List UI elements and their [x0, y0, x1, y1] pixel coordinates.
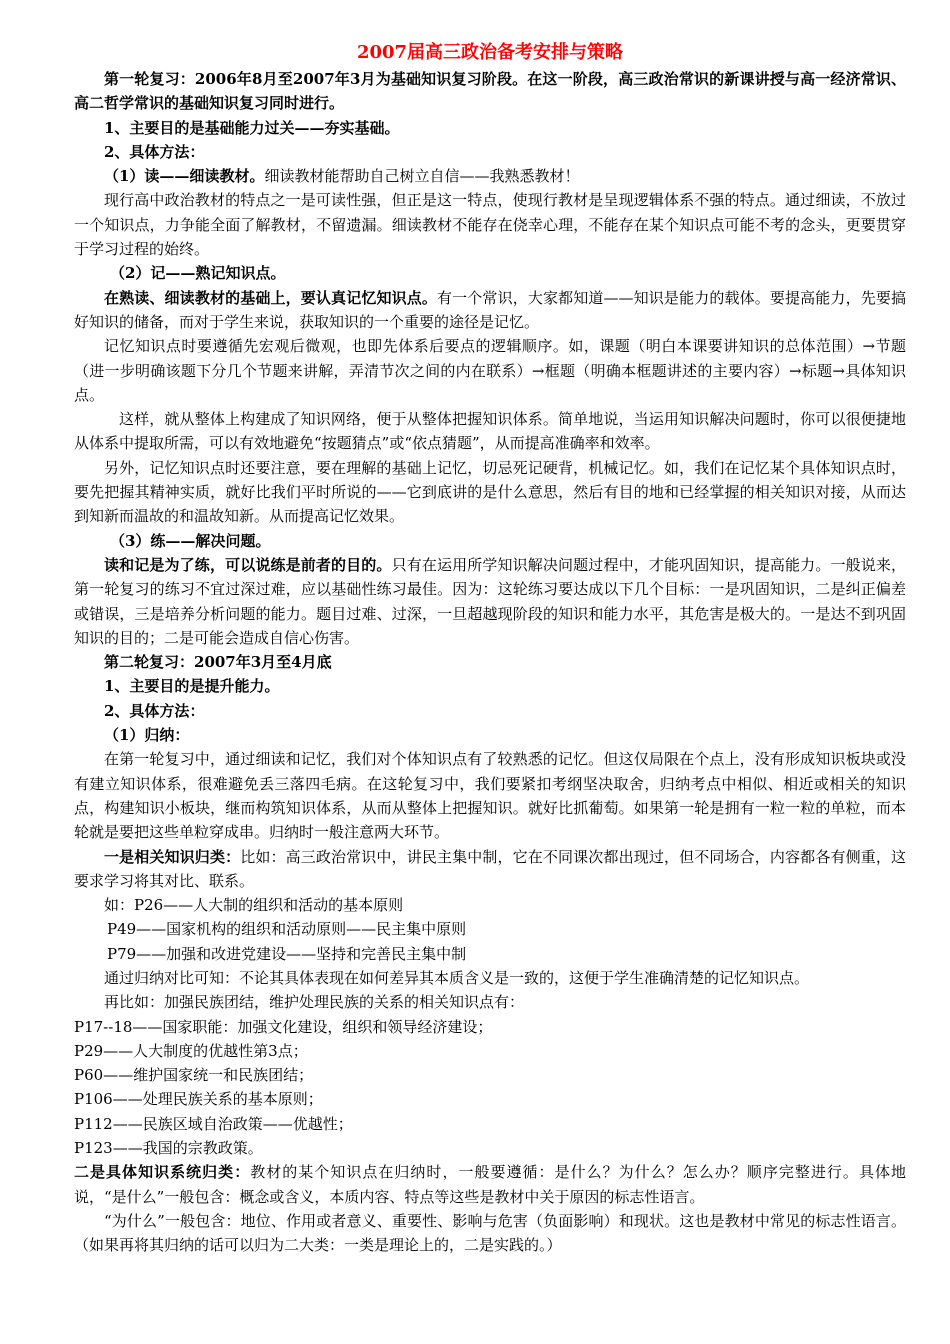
- paragraph-lead: 1、主要目的是提升能力。: [104, 677, 280, 696]
- paragraph-lead: 一是相关知识归类：: [104, 847, 241, 866]
- paragraph-text: 再比如：加强民族团结，维护处理民族的关系的相关知识点有：: [104, 993, 525, 1012]
- paragraph-round1-intro: [74, 67, 906, 116]
- paragraph-lead: （1）归纳：: [104, 726, 190, 745]
- paragraph-practice-body: [74, 553, 906, 650]
- paragraph-induction-heading: [74, 723, 906, 747]
- paragraph-lead: 在熟读、细读教材的基础上，要认真记忆知识点。: [104, 288, 438, 307]
- paragraph-another-example: [74, 990, 906, 1014]
- paragraph-why: [74, 1209, 906, 1258]
- paragraph-lead: （3）练——解决问题。: [110, 531, 271, 550]
- paragraph-text: 另外，记忆知识点时还要注意，要在理解的基础上记忆，切忌死记硬背，机械记忆。如，我们在记忆某个具体知识点时，要先把握其精神实质，就好比我们平时所说的——它到底讲的是什么意思，然后有目的地和已经掌握的相关知识对接，从而达到知新而温故的和温故知新。从而提高记忆效果。: [74, 458, 906, 526]
- paragraph-text: P60——维护国家统一和民族团结；: [74, 1066, 314, 1085]
- paragraph-text: 只有在运用所学知识解决问题过程中，才能巩固知识，提高能力。一般说来，第一轮复习的练习不宜过深过难，应以基础性练习最佳。因为：这轮练习要达成以下几个目标：一是巩固知识，二是纠正偏差或错误，三是培养分析问题的能力。题目过难、过深，一旦超越现阶段的知识和能力水平，其危害是极大的。一是达不到巩固知识的目的；二是可能会造成自信心伤害。: [74, 555, 906, 647]
- paragraph-read-heading: [74, 164, 906, 188]
- paragraph-text: 比如：高三政治常识中，讲民主集中制，它在不同课次都出现过，但不同场合，内容都各有侧重，这要求学习将其对比、联系。: [74, 847, 906, 890]
- list-item: [74, 917, 906, 941]
- paragraph-round1-goal: [74, 116, 906, 140]
- paragraph-text: P79——加强和改进党建设——坚持和完善民主集中制: [107, 944, 467, 963]
- paragraph-lead: 读和记是为了练，可以说练是前者的目的。: [104, 555, 392, 574]
- list-item: [74, 1136, 906, 1160]
- paragraph-text: P106——处理民族关系的基本原则；: [74, 1090, 323, 1109]
- paragraph-text: P112——民族区域自治政策——优越性；: [74, 1114, 353, 1133]
- paragraph-practice-heading: [74, 529, 906, 553]
- paragraph-text: P49——国家机构的组织和活动原则——民主集中原则: [107, 920, 467, 939]
- paragraph-lead: （1）读——细读教材。: [104, 167, 265, 186]
- paragraph-lead: 第二轮复习：2007年3月至4月底: [104, 653, 332, 672]
- paragraph-text: 有一个常识，大家都知道——知识是能力的载体。要提高能力，先要搞好知识的储备，而对于学生来说，获取知识的一个重要的途径是记忆。: [74, 288, 906, 331]
- paragraph-text: P123——我国的宗教政策。: [74, 1139, 263, 1158]
- paragraph-text: “为什么”一般包含：地位、作用或者意义、重要性、影响与危害（负面影响）和现状。这也是教材中常见的标志性语言。（如果再将其归纳的话可以归为二大类：一类是理论上的，二是实践的。）: [74, 1211, 906, 1255]
- list-item: [74, 1063, 906, 1087]
- list-item: [74, 1039, 906, 1063]
- paragraph-lead: 2、具体方法：: [104, 701, 205, 720]
- list-item: [74, 942, 906, 966]
- paragraph-text: 这样，就从整体上构建成了知识网络，便于从整体把握知识体系。简单地说，当运用知识解决问题时，你可以很便捷地从体系中提取所需，可以有效地避免“按题猜点”或“依点猜题”，从而提高准确率和效率。: [74, 410, 906, 453]
- document-title: 2007届高三政治备考安排与策略: [356, 42, 624, 63]
- document-page: [74, 40, 906, 1258]
- paragraph-lead: （2）记——熟记知识点。: [110, 264, 286, 283]
- paragraph-text: 细读教材能帮助自己树立自信——我熟悉教材！: [264, 167, 580, 186]
- paragraph-lead: 2、具体方法：: [104, 142, 205, 161]
- paragraph-memorize-body-1: [74, 286, 906, 335]
- paragraph-round2-methods: [74, 699, 906, 723]
- paragraph-text: 通过归纳对比可知：不论其具体表现在如何差异其本质含义是一致的，这便于学生准确清楚的记忆知识点。: [104, 968, 810, 987]
- paragraph-lead: 二是具体知识系统归类：: [74, 1163, 251, 1182]
- paragraph-read-body: [74, 188, 906, 261]
- paragraph-lead: 第一轮复习：2006年8月至2007年3月为基础知识复习阶段。在这一阶段，高三政治常识的新课讲授与高一经济常识、高二哲学常识的基础知识复习同时进行。: [74, 70, 907, 113]
- paragraph-text: 教材的某个知识点在归纳时，一般要遵循：是什么？为什么？怎么办？顺序完整进行。具体地说，“是什么”一般包含：概念或含义，本质内容、特点等这些是教材中关于原因的标志性语言。: [74, 1163, 906, 1206]
- paragraph-memorize-heading: [74, 261, 906, 285]
- paragraph-related-knowledge: [74, 845, 906, 894]
- paragraph-round2-goal: [74, 674, 906, 698]
- paragraph-text: P17--18——国家职能：加强文化建设，组织和领导经济建设；: [74, 1017, 493, 1036]
- paragraph-summary: [74, 966, 906, 990]
- paragraph-text: 记忆知识点时要遵循先宏观后微观，也即先体系后要点的逻辑顺序。如，课题（明白本课要讲知识的总体范围）→节题（进一步明确该题下分几个节题来讲解，弄清节次之间的内在联系）→框题（明确本框题讲述的主要内容）→标题→具体知识点。: [74, 337, 906, 404]
- paragraph-memorize-body-3: [74, 407, 906, 456]
- paragraph-lead: 1、主要目的是基础能力过关——夯实基础。: [104, 118, 400, 137]
- list-item: [74, 1112, 906, 1136]
- paragraph-text: 现行高中政治教材的特点之一是可读性强，但正是这一特点，使现行教材是呈现逻辑体系不强的特点。通过细读，不放过一个知识点，力争能全面了解教材，不留遗漏。细读教材不能存在侥幸心理，不能存在某个知识点可能不考的念头，更要贯穿于学习过程的始终。: [74, 191, 906, 259]
- paragraph-text: 在第一轮复习中，通过细读和记忆，我们对个体知识点有了较熟悉的记忆。但这仅局限在个点上，没有形成知识板块或没有建立知识体系，很难避免丢三落四毛病。在这轮复习中，我们要紧扣考纲坚决取舍，归纳考点中相似、相近或相关的知识点，构建知识小板块，继而构筑知识体系，从而从整体上把握知识。就好比抓葡萄。如果第一轮是拥有一粒一粒的单粒，而本轮就是要把这些单粒穿成串。归纳时一般注意两大环节。: [74, 750, 906, 842]
- list-item: [74, 893, 906, 917]
- paragraph-round2-intro: [74, 650, 906, 674]
- list-item: [74, 1087, 906, 1111]
- paragraph-text: P29——人大制度的优越性第3点；: [74, 1041, 308, 1060]
- list-item: [74, 1015, 906, 1039]
- paragraph-induction-body: [74, 747, 906, 844]
- paragraph-memorize-body-4: [74, 456, 906, 529]
- paragraph-round1-methods: [74, 140, 906, 164]
- paragraph-memorize-body-2: [74, 334, 906, 407]
- paragraph-text: 如：P26——人大制的组织和活动的基本原则: [104, 896, 404, 915]
- paragraph-system-knowledge: [74, 1160, 906, 1209]
